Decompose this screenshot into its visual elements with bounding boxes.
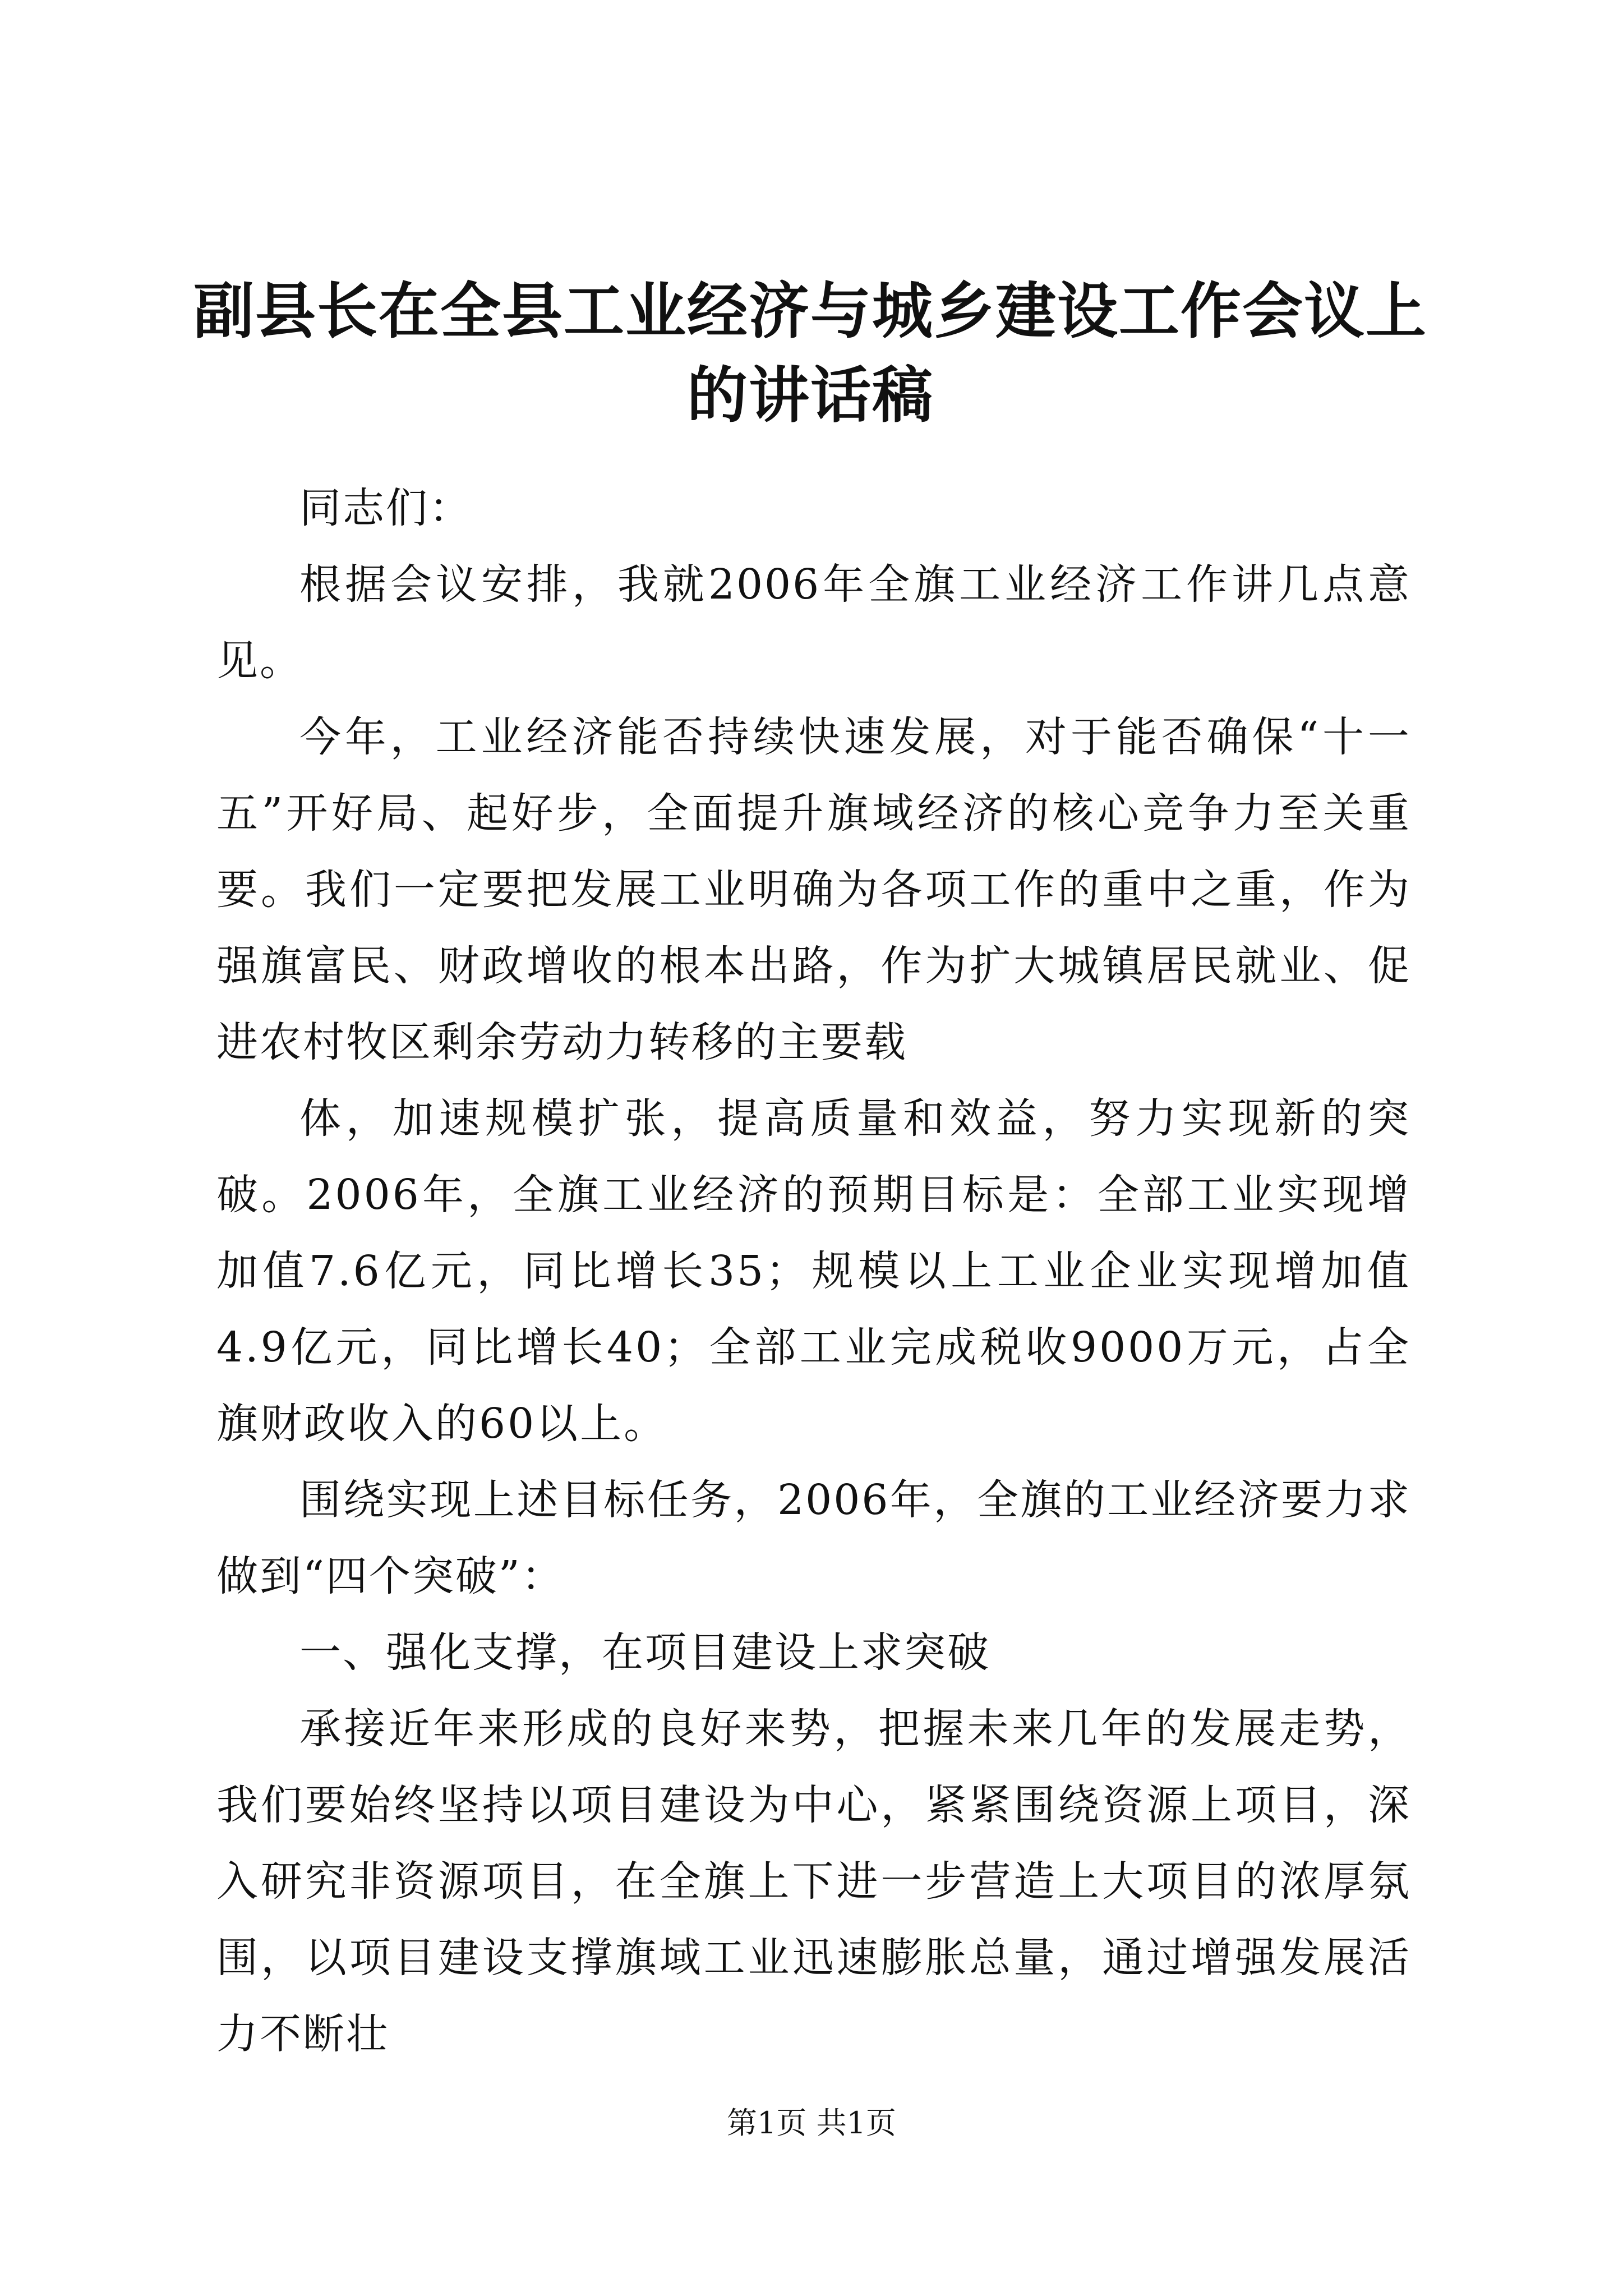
document-title: [185, 269, 1436, 438]
paragraph-targets: 体，加速规模扩张，提高质量和效益，努力实现新的突破。2006年，全旗工业经济的预期目标是：全部工业实现增加值7.6亿元，同比增长35；规模以上工业企业实现增加值4.9亿元，同比增长40；全部工业完成税收9000万元，占全旗财政收入的60以上。: [216, 1094, 1411, 1448]
paragraph-intro: 根据会议安排，我就2006年全旗工业经济工作讲几点意见。: [216, 560, 1411, 685]
title-line-1: 副县长在全县工业经济与城乡建设工作会议上: [193, 276, 1427, 347]
title-line-2: 的讲话稿: [686, 360, 934, 431]
section-heading-1: 一、强化支撑，在项目建设上求突破: [299, 1628, 990, 1677]
paragraph-importance: 今年，工业经济能否持续快速发展，对于能否确保“十一五”开好局、起好步，全面提升旗域经济的核心竞争力至关重要。我们一定要把发展工业明确为各项工作的重中之重，作为强旗富民、财政增收的根本出路，作为扩大城镇居民就业、促进农村牧区剩余劳动力转移的主要载: [216, 713, 1411, 1066]
salutation: 同志们：: [299, 484, 472, 532]
page-footer: 第1页 共1页: [727, 2105, 896, 2141]
document-body: [216, 470, 1411, 2072]
paragraph-project-construction: 承接近年来形成的良好来势，把握未来几年的发展走势，我们要始终坚持以项目建设为中心，紧紧围绕资源上项目，深入研究非资源项目，在全旗上下进一步营造上大项目的浓厚氛围，以项目建设支撑旗域工业迅速膨胀总量，通过增强发展活力不断壮: [216, 1705, 1411, 2058]
paragraph-four-breakthroughs: 围绕实现上述目标任务，2006年，全旗的工业经济要力求做到“四个突破”：: [216, 1476, 1411, 1600]
